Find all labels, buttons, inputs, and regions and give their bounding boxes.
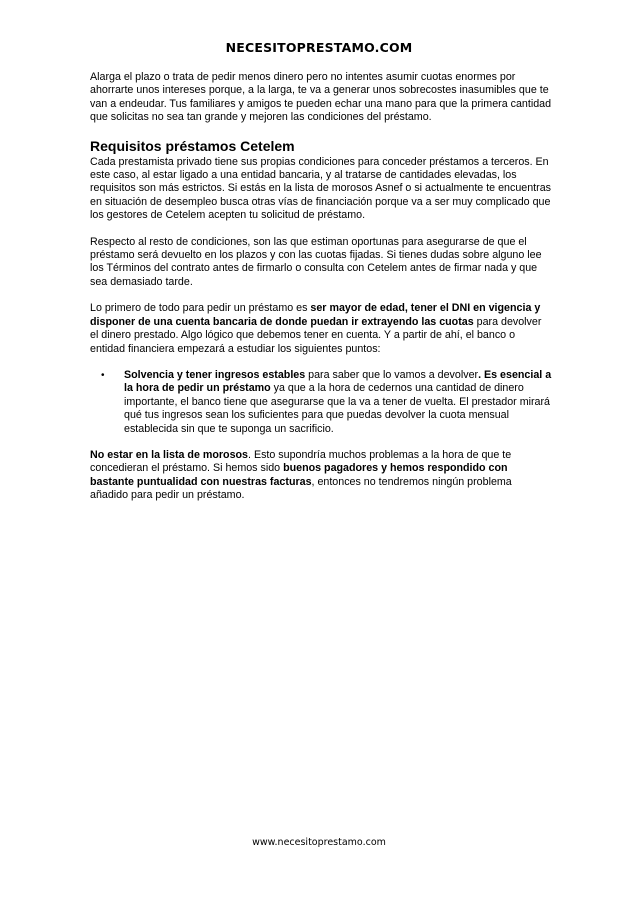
- paragraph-morosos: [90, 449, 552, 503]
- intro-paragraph: Alarga el plazo o trata de pedir menos dinero pero no intentes asumir cuotas enormes por ahorrarte unos intereses porque, a la larga, te va a generar unos sobrecostes inasumibles que te van a endeudar. Tus familiares y amigos te pueden echar una mano para que la primera cantidad que solicitas no sea tan grande y mejoren las condiciones del préstamo.: [90, 71, 552, 124]
- text-run: para devolver el dinero prestado. Algo lógico que debemos tener en cuenta. Y a partir de ahí, el banco o entidad financiera empezará a estudiar los siguientes puntos:: [90, 315, 542, 355]
- bold-text-run: buenos pagadores y hemos respondido con bastante puntualidad con nuestras facturas: [90, 462, 508, 488]
- document-body: [90, 71, 552, 516]
- text-run: , entonces no tendremos ningún problema añadido para pedir un préstamo.: [90, 475, 512, 502]
- bold-text-run: No estar en la lista de morosos: [90, 448, 248, 461]
- text-run: . Esto supondría muchos problemas a la hora de que te concedieran el préstamo. Si hemos sido: [90, 448, 512, 475]
- list-item: [90, 369, 552, 436]
- text-run: Lo primero de todo para pedir un préstamo es: [90, 302, 311, 315]
- section-heading: Requisitos préstamos Cetelem: [90, 137, 295, 154]
- requirements-list: [90, 369, 552, 436]
- text-run: ya que a la hora de cedernos una cantidad de dinero importante, el banco tiene que asegurarse que la va a tener de vuelta. El prestador mirará qué tus ingresos sean los suficientes para que puedas devolver la cuota mensual establecida sin que te suponga un sacrificio.: [124, 382, 550, 435]
- page-footer-url: www.necesitoprestamo.com: [252, 837, 386, 848]
- bold-text-run: Solvencia y tener ingresos estables: [124, 368, 306, 381]
- bold-text-run: . Es esencial a la hora de pedir un préstamo: [124, 368, 552, 395]
- bullet-icon: •: [101, 369, 105, 381]
- page-header-title: NECESITOPRESTAMO.COM: [225, 40, 413, 55]
- paragraph-requirements: Cada prestamista privado tiene sus propias condiciones para conceder préstamos a terceros. En este caso, al estar ligado a una entidad bancaria, y al tratarse de cantidades elevadas, los requisitos son más estrictos. Si estás en la lista de morosos Asnef o si actualmente te encuentras en situación de desempleo busca otras vías de financiación porque va a ser muy complicado que los gestores de Cetelem acepten tu solicitud de préstamo.: [90, 155, 551, 222]
- text-run: para saber que lo vamos a devolver: [305, 368, 479, 381]
- paragraph-first-requirements: [90, 302, 552, 356]
- paragraph-conditions: Respecto al resto de condiciones, son las que estiman oportunas para asegurarse de que el préstamo será devuelto en los plazos y con las cuotas fijadas. Si tienes dudas sobre alguno lee los Términos del contrato antes de firmarlo o consulta con Cetelem antes de firmar nada y que sea demasiado tarde.: [90, 235, 542, 288]
- bold-text-run: ser mayor de edad, tener el DNI en vigencia y disponer de una cuenta bancaria de donde puedan ir extrayendo las cuotas: [90, 302, 541, 328]
